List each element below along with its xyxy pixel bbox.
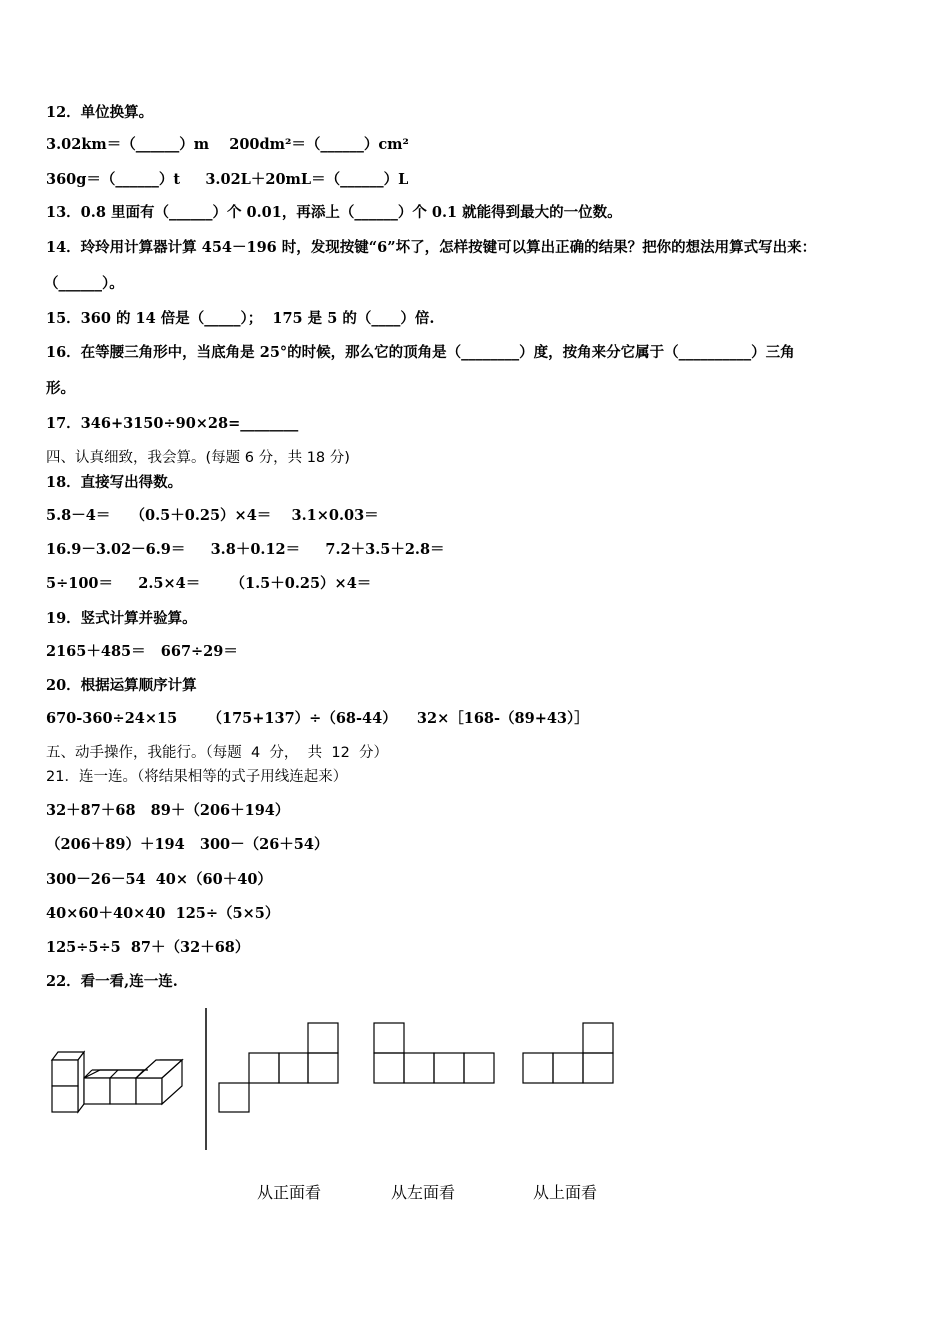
text-line: 14．玲玲用计算器计算 454－196 时，发现按键“6”坏了，怎样按键可以算出正确的结果？把你的想法用算式写出来： bbox=[46, 239, 817, 256]
text-line: 5.8－4＝ （0.5＋0.25）×4＝ 3.1×0.03＝ bbox=[46, 507, 379, 524]
text-line: 17．346+3150÷90×28=________ bbox=[46, 415, 299, 432]
text-line: 125÷5÷5 87＋（32＋68） bbox=[46, 939, 250, 956]
front-view bbox=[219, 1023, 338, 1112]
text-line: 19．竖式计算并验算。 bbox=[46, 610, 197, 627]
text-line: 15．360 的 14 倍是（_____）； 175 是 5 的（____）倍. bbox=[46, 310, 435, 327]
label-top-view: 从上面看 bbox=[533, 1183, 598, 1202]
label-left-view: 从左面看 bbox=[391, 1183, 456, 1202]
text-line: 形。 bbox=[46, 380, 75, 397]
text-line: 5÷100＝ 2.5×4＝ （1.5＋0.25）×4＝ bbox=[46, 575, 372, 592]
text-line: 22．看一看,连一连. bbox=[46, 973, 178, 990]
text-line: 32＋87＋68 89＋（206＋194） bbox=[46, 802, 290, 819]
text-line: 670-360÷24×15 （175+137）÷（68-44） 32×［168-（89+43）］ bbox=[46, 710, 589, 727]
text-line: （206＋89）＋194 300－（26＋54） bbox=[46, 836, 329, 853]
left-view bbox=[374, 1023, 494, 1083]
text-line: 3.02km＝（______）m 200dm²＝（______）cm² bbox=[46, 136, 409, 153]
top-view bbox=[523, 1023, 613, 1083]
text-line: 40×60＋40×40 125÷（5×5） bbox=[46, 905, 280, 922]
text-line: 21．连一连。（将结果相等的式子用线连起来） bbox=[46, 769, 348, 785]
label-front-view: 从正面看 bbox=[257, 1183, 322, 1202]
text-line: 四、认真细致，我会算。(每题 6 分，共 18 分) bbox=[46, 450, 350, 466]
text-line: 2165＋485＝ 667÷29＝ bbox=[46, 643, 238, 660]
text-line: 18．直接写出得数。 bbox=[46, 474, 183, 491]
text-line: 20．根据运算顺序计算 bbox=[46, 677, 197, 694]
text-line: （______）。 bbox=[44, 275, 124, 292]
text-line: 12．单位换算。 bbox=[46, 104, 154, 121]
text-line: 360g＝（______）t 3.02L＋20mL＝（______）L bbox=[46, 171, 409, 188]
cube-stack-3d bbox=[52, 1052, 182, 1112]
text-line: 16.9－3.02－6.9＝ 3.8＋0.12＝ 7.2＋3.5＋2.8＝ bbox=[46, 541, 445, 558]
text-line: 五、动手操作，我能行。（每题 4 分， 共 12 分） bbox=[46, 745, 389, 761]
text-line: 300－26－54 40×（60＋40） bbox=[46, 871, 272, 888]
text-line: 13．0.8 里面有（______）个 0.01，再添上（______）个 0.1 就能得到最大的一位数。 bbox=[46, 204, 622, 221]
text-line: 16．在等腰三角形中，当底角是 25°的时候，那么它的顶角是（________）度，按角来分它属于（__________）三角 bbox=[46, 344, 795, 361]
